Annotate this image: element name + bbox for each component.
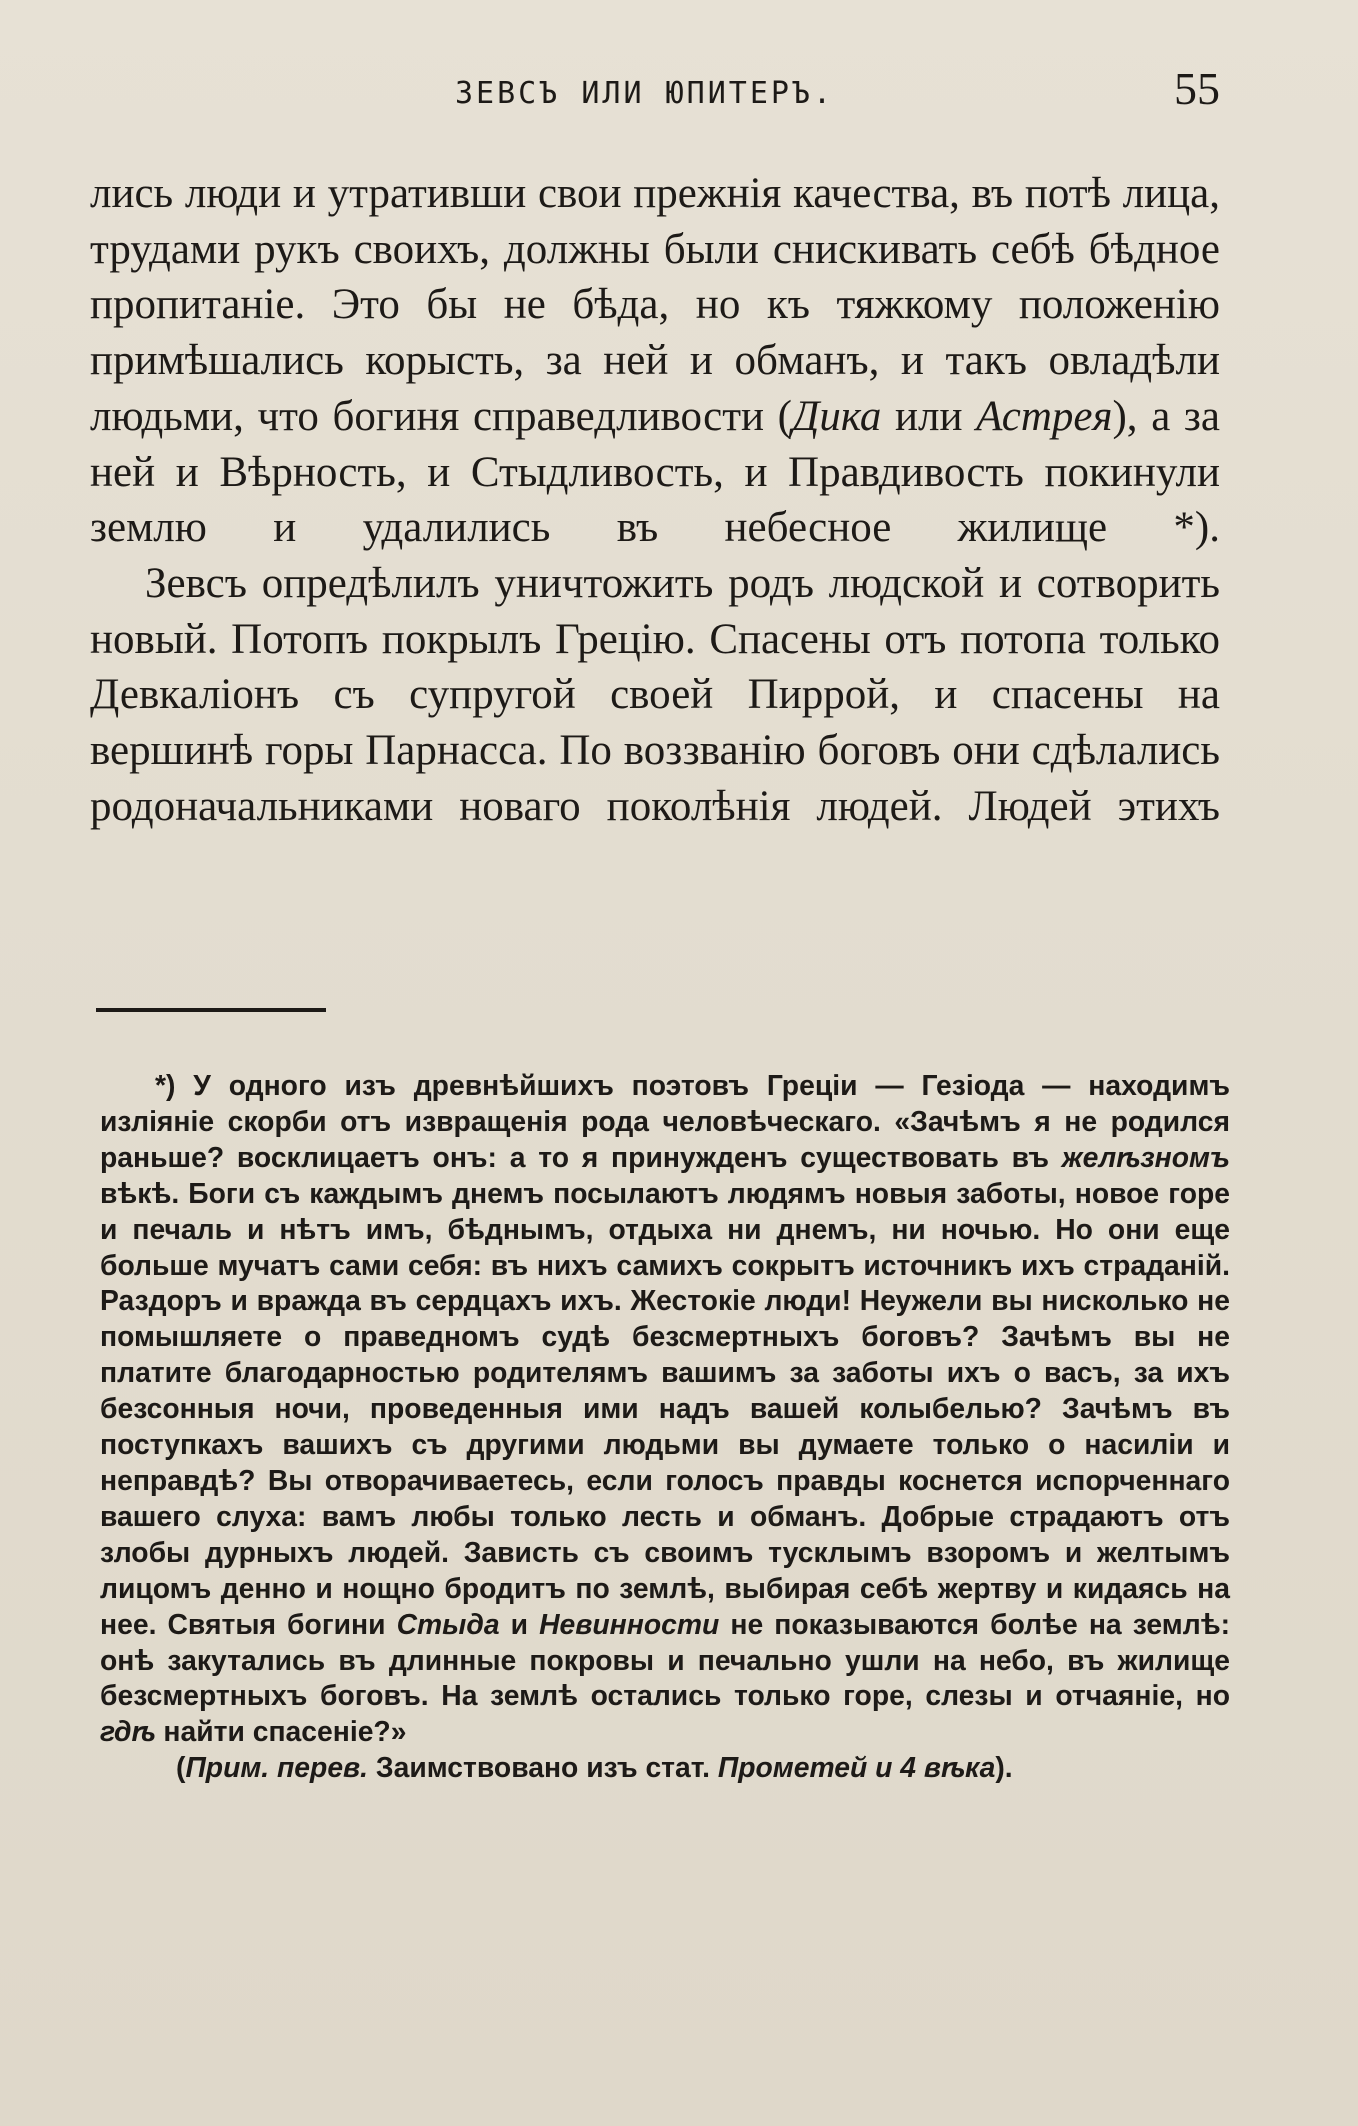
text-run: или: [881, 392, 977, 440]
main-text: [90, 166, 1220, 834]
footnote-text: [100, 1068, 1230, 1750]
text-run: ), а за ней и Вѣрность, и Стыдливость, и Правдивость покинули землю и удалились въ небесное жилище *).: [90, 392, 1220, 552]
text-run: лись люди и утративши свои прежнія качества, въ потѣ лица, трудами рукъ своихъ, должны были снискивать себѣ бѣдное пропитаніе. Это бы не бѣда, но къ тяжкому положенію примѣшались корысть, за ней и обманъ, и такъ овладѣли людьми, что богиня справедливости (: [90, 170, 1220, 440]
italic-term-zheleznom: желѣзномъ: [1061, 1140, 1230, 1173]
italic-term-gde: гдѣ: [100, 1715, 156, 1748]
italic-source-title: Прометей и 4 вѣка: [717, 1751, 996, 1784]
text-run: и: [499, 1607, 540, 1640]
footnote: [100, 1068, 1230, 1786]
italic-term-nevinnosti: Невинности: [539, 1607, 720, 1640]
italic-term-astreya: Астрея: [976, 392, 1113, 440]
text-run: вѣкѣ. Боги съ каждымъ днемъ посылаютъ людямъ новыя заботы, новое горе и печаль и нѣтъ имъ, бѣднымъ, отдыха ни днемъ, ни ночью. Но они еще больше мучатъ сами себя: въ нихъ самихъ сокрытъ источникъ ихъ страданій. Раздоръ и вражда въ сердцахъ ихъ. Жестокіе люди! Неужели вы нисколько не помышляете о праведномъ судѣ безсмертныхъ боговъ? Зачѣмъ вы не платите благодарностью родителямъ вашимъ за заботы ихъ о васъ, за ихъ безсонныя ночи, проведенныя ими надъ вашей колыбелью? Зачѣмъ въ поступкахъ вашихъ съ другими людьми вы думаете только о насиліи и неправдѣ? Вы отворачиваетесь, если голосъ правды коснется испорченнаго вашего слуха: вамъ любы только лесть и обманъ. Добрые страдаютъ отъ злобы дурныхъ людей. Зависть съ своимъ тусклымъ взоромъ и желтымъ лицомъ денно и нощно бродитъ по землѣ, выбирая себѣ жертву и кидаясь на нее. Святыя богини: [100, 1176, 1230, 1640]
text-run: найти спасеніе?»: [155, 1715, 407, 1748]
running-title: ЗЕВСЪ ИЛИ ЮПИТЕРЪ.: [455, 76, 835, 111]
italic-term-styda: Стыда: [396, 1607, 500, 1640]
running-head: [90, 62, 1220, 122]
translator-note: [100, 1750, 1230, 1786]
page-number: 55: [1174, 63, 1220, 114]
paren-close: ).: [995, 1751, 1013, 1784]
italic-prim-perev: Прим. перев.: [185, 1751, 369, 1784]
italic-term-dika: Дика: [791, 392, 882, 440]
text-run: не показываются болѣе на землѣ: онѣ закутались въ длинные покровы и печально ушли на небо, въ жилище безсмертныхъ боговъ. На землѣ остались только горе, слезы и отчаяніе, но: [100, 1607, 1231, 1712]
text-run: *) У одного изъ древнѣйшихъ поэтовъ Греціи — Гезіода — находимъ изліяніе скорби отъ извращенія рода человѣческаго. «Зачѣмъ я не родился раньше? восклицаетъ онъ: а то я принужденъ существовать въ: [100, 1069, 1230, 1173]
text-run: Заимствовано изъ стат.: [368, 1751, 718, 1784]
paragraph-continued: [90, 166, 1220, 556]
paren-open: (: [176, 1751, 186, 1784]
footnote-divider: [96, 1008, 326, 1012]
paragraph-flood: Зевсъ опредѣлилъ уничтожить родъ людской и сотворить новый. Потопъ покрылъ Грецію. Спасены отъ потопа только Девкаліонъ съ супругой своей Пиррой, и спасены на вершинѣ горы Парнасса. По воззванію боговъ они сдѣлались родоначальниками новаго поколѣнія людей. Людей этихъ: [90, 559, 1220, 830]
